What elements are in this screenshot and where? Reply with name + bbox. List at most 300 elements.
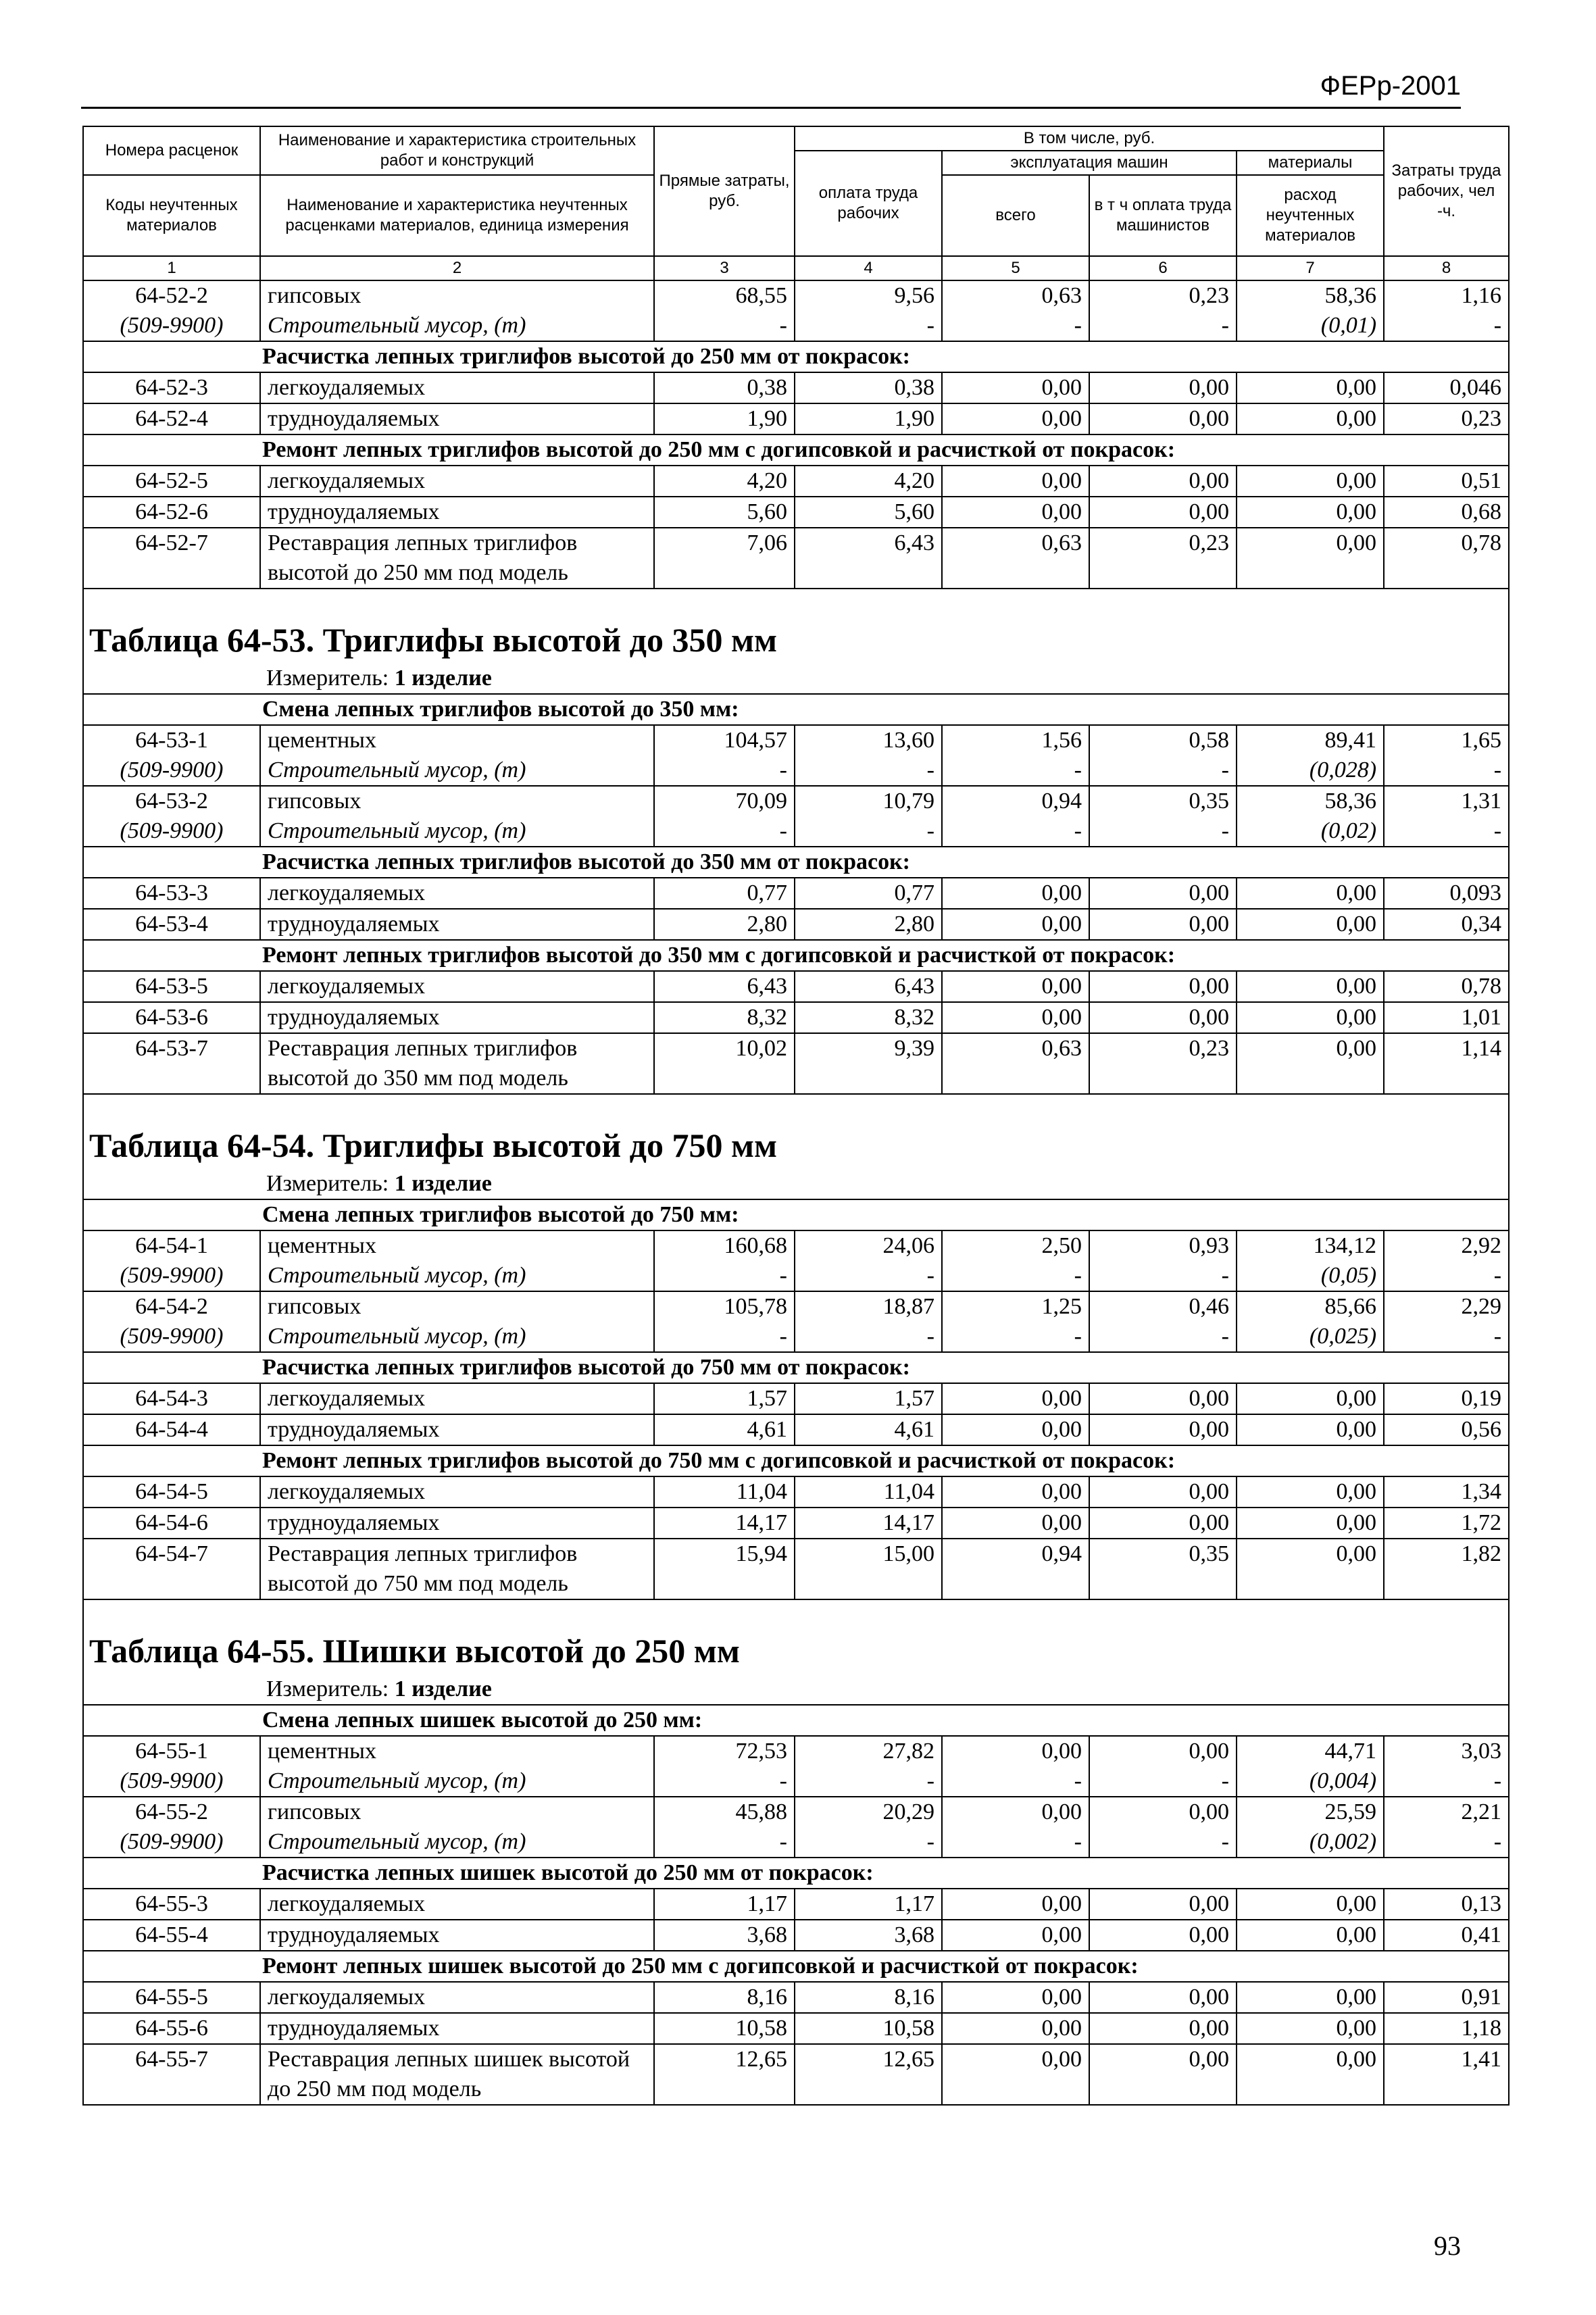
material-consumption-cell: 0,00	[1237, 1033, 1384, 1094]
rate-code: 64-54-1	[83, 1230, 260, 1261]
work-name: трудноудаляемых	[260, 1002, 654, 1033]
direct-costs-cell: 10,02	[654, 1033, 795, 1094]
measurement-label: Измеритель:	[266, 666, 389, 691]
table-title-row	[83, 1627, 1509, 1674]
wages-cell: 0,38	[795, 372, 942, 403]
col-number: 6	[1089, 256, 1237, 280]
measurement-row	[83, 664, 1509, 694]
wages-cell: 5,60	[795, 497, 942, 528]
machines-total-cell: -	[942, 1322, 1089, 1352]
machinist-wages-cell: 0,00	[1089, 466, 1237, 497]
direct-costs-cell: 1,17	[654, 1889, 795, 1920]
machinist-wages-cell: 0,00	[1089, 2013, 1237, 2044]
table-title: Таблица 64-54. Триглифы высотой до 750 мм	[83, 1122, 1509, 1169]
machinist-wages-cell: 0,00	[1089, 1414, 1237, 1445]
col-head-labor-costs: Затраты труда рабочих, чел -ч.	[1384, 126, 1509, 256]
material-row	[83, 816, 1509, 847]
rate-code: 64-54-4	[83, 1414, 260, 1445]
material-consumption-cell: 0,00	[1237, 403, 1384, 434]
machines-total-cell: 0,00	[942, 1797, 1089, 1827]
labor-costs-cell: 1,18	[1384, 2013, 1509, 2044]
work-name: цементных	[260, 1736, 654, 1766]
material-consumption-cell: (0,02)	[1237, 816, 1384, 847]
wages-cell: 6,43	[795, 971, 942, 1002]
rate-code: 64-55-3	[83, 1889, 260, 1920]
material-name: Строительный мусор, (т)	[260, 1766, 654, 1797]
labor-costs-cell: -	[1384, 1261, 1509, 1291]
rate-code: 64-55-6	[83, 2013, 260, 2044]
material-consumption-cell: 0,00	[1237, 2044, 1384, 2105]
wages-cell: 8,16	[795, 1982, 942, 2013]
labor-costs-cell: 1,31	[1384, 786, 1509, 816]
machines-total-cell: 0,00	[942, 1383, 1089, 1414]
material-consumption-cell: 0,00	[1237, 1508, 1384, 1539]
wages-cell: 9,56	[795, 280, 942, 311]
work-name: цементных	[260, 725, 654, 755]
labor-costs-cell: 1,72	[1384, 1508, 1509, 1539]
col-number: 5	[942, 256, 1089, 280]
wages-cell: 8,32	[795, 1002, 942, 1033]
work-name: трудноудаляемых	[260, 497, 654, 528]
machines-total-cell: -	[942, 1261, 1089, 1291]
table-title-row	[83, 616, 1509, 664]
labor-costs-cell: 0,68	[1384, 497, 1509, 528]
direct-costs-cell: 8,32	[654, 1002, 795, 1033]
wages-cell: 13,60	[795, 725, 942, 755]
material-code: (509-9900)	[83, 1261, 260, 1291]
material-name: Строительный мусор, (т)	[260, 1322, 654, 1352]
machines-total-cell: 0,00	[942, 1508, 1089, 1539]
group-heading-row	[83, 1705, 1509, 1736]
material-consumption-cell: 0,00	[1237, 528, 1384, 589]
material-consumption-cell: 0,00	[1237, 372, 1384, 403]
group-heading: Расчистка лепных триглифов высотой до 750 мм от покрасок:	[83, 1352, 1509, 1383]
group-heading-row	[83, 847, 1509, 878]
rate-code: 64-52-3	[83, 372, 260, 403]
labor-costs-cell: -	[1384, 816, 1509, 847]
work-name: легкоудаляемых	[260, 971, 654, 1002]
rate-row	[83, 1539, 1509, 1599]
wages-cell: -	[795, 1827, 942, 1858]
work-name: легкоудаляемых	[260, 1982, 654, 2013]
machinist-wages-cell: 0,46	[1089, 1291, 1237, 1322]
group-heading: Ремонт лепных триглифов высотой до 250 мм с догипсовкой и расчисткой от покрасок:	[83, 434, 1509, 466]
page-number: 93	[1434, 2231, 1461, 2261]
machinist-wages-cell: 0,00	[1089, 403, 1237, 434]
work-name: легкоудаляемых	[260, 1383, 654, 1414]
material-consumption-cell: (0,01)	[1237, 311, 1384, 341]
labor-costs-cell: 0,51	[1384, 466, 1509, 497]
table-title: Таблица 64-53. Триглифы высотой до 350 мм	[83, 616, 1509, 664]
labor-costs-cell: 0,41	[1384, 1920, 1509, 1951]
material-row	[83, 1322, 1509, 1352]
machinist-wages-cell: 0,00	[1089, 497, 1237, 528]
work-name: трудноудаляемых	[260, 2013, 654, 2044]
material-consumption-cell: 0,00	[1237, 466, 1384, 497]
material-consumption-cell: (0,028)	[1237, 755, 1384, 786]
labor-costs-cell: 3,03	[1384, 1736, 1509, 1766]
measurement-value: 1 изделие	[394, 1171, 492, 1196]
group-heading-row	[83, 1951, 1509, 1982]
machines-total-cell: 0,00	[942, 1476, 1089, 1508]
rate-code: 64-55-1	[83, 1736, 260, 1766]
machines-total-cell: 0,00	[942, 466, 1089, 497]
document-code: ФЕРр-2001	[1320, 71, 1461, 101]
col-head-including: В том числе, руб.	[795, 126, 1384, 151]
work-name: цементных	[260, 1230, 654, 1261]
machinist-wages-cell: 0,58	[1089, 725, 1237, 755]
labor-costs-cell: 1,34	[1384, 1476, 1509, 1508]
rate-row	[83, 1889, 1509, 1920]
machinist-wages-cell: -	[1089, 1322, 1237, 1352]
rate-code: 64-54-5	[83, 1476, 260, 1508]
material-consumption-cell: 89,41	[1237, 725, 1384, 755]
material-name: Строительный мусор, (т)	[260, 311, 654, 341]
material-consumption-cell: 0,00	[1237, 1539, 1384, 1599]
wages-cell: 1,57	[795, 1383, 942, 1414]
direct-costs-cell: 105,78	[654, 1291, 795, 1322]
machinist-wages-cell: 0,00	[1089, 2044, 1237, 2105]
material-consumption-cell: 0,00	[1237, 878, 1384, 909]
direct-costs-cell: 0,38	[654, 372, 795, 403]
work-name: трудноудаляемых	[260, 1508, 654, 1539]
machinist-wages-cell: 0,23	[1089, 280, 1237, 311]
direct-costs-cell: -	[654, 1261, 795, 1291]
group-heading: Смена лепных триглифов высотой до 350 мм:	[83, 694, 1509, 725]
work-name: Реставрация лепных триглифов высотой до 250 мм под модель	[260, 528, 654, 589]
work-name: гипсовых	[260, 786, 654, 816]
work-name: гипсовых	[260, 1291, 654, 1322]
col-head-wages: оплата труда рабочих	[795, 151, 942, 256]
labor-costs-cell: 0,78	[1384, 528, 1509, 589]
machinist-wages-cell: 0,00	[1089, 1920, 1237, 1951]
direct-costs-cell: 0,77	[654, 878, 795, 909]
machines-total-cell: 0,63	[942, 280, 1089, 311]
material-consumption-cell: (0,05)	[1237, 1261, 1384, 1291]
rate-code: 64-53-2	[83, 786, 260, 816]
material-consumption-cell: 0,00	[1237, 1982, 1384, 2013]
rate-row	[83, 403, 1509, 434]
material-consumption-cell: 0,00	[1237, 909, 1384, 940]
labor-costs-cell: 1,65	[1384, 725, 1509, 755]
measurement-unit	[83, 1674, 1509, 1705]
machines-total-cell: 0,00	[942, 909, 1089, 940]
rate-row	[83, 466, 1509, 497]
material-code: (509-9900)	[83, 1827, 260, 1858]
direct-costs-cell: 1,90	[654, 403, 795, 434]
group-heading: Смена лепных шишек высотой до 250 мм:	[83, 1705, 1509, 1736]
machinist-wages-cell: -	[1089, 1827, 1237, 1858]
labor-costs-cell: -	[1384, 1827, 1509, 1858]
rate-row	[83, 1033, 1509, 1094]
direct-costs-cell: -	[654, 311, 795, 341]
rates-table	[82, 126, 1510, 2106]
col-number: 7	[1237, 256, 1384, 280]
material-consumption-cell: (0,004)	[1237, 1766, 1384, 1797]
machines-total-cell: 0,00	[942, 497, 1089, 528]
group-heading: Расчистка лепных триглифов высотой до 350 мм от покрасок:	[83, 847, 1509, 878]
material-consumption-cell: 0,00	[1237, 1920, 1384, 1951]
wages-cell: 0,77	[795, 878, 942, 909]
wages-cell: 4,61	[795, 1414, 942, 1445]
machines-total-cell: 0,00	[942, 2013, 1089, 2044]
work-name: трудноудаляемых	[260, 403, 654, 434]
rate-row	[83, 2044, 1509, 2105]
material-consumption-cell: (0,025)	[1237, 1322, 1384, 1352]
group-heading: Ремонт лепных триглифов высотой до 350 мм с догипсовкой и расчисткой от покрасок:	[83, 940, 1509, 971]
group-heading-row	[83, 694, 1509, 725]
col-head-work-name: Наименование и характеристика строительных работ и конструкций	[260, 126, 654, 175]
direct-costs-cell: -	[654, 1827, 795, 1858]
labor-costs-cell: 0,78	[1384, 971, 1509, 1002]
col-head-material-consumption: расход неучтенных материалов	[1237, 175, 1384, 256]
material-name: Строительный мусор, (т)	[260, 816, 654, 847]
wages-cell: 1,90	[795, 403, 942, 434]
machinist-wages-cell: -	[1089, 1766, 1237, 1797]
wages-cell: 12,65	[795, 2044, 942, 2105]
group-heading: Ремонт лепных шишек высотой до 250 мм с догипсовкой и расчисткой от покрасок:	[83, 1951, 1509, 1982]
machinist-wages-cell: 0,00	[1089, 1889, 1237, 1920]
rate-code: 64-54-7	[83, 1539, 260, 1599]
wages-cell: 20,29	[795, 1797, 942, 1827]
col-head-machinist-wages: в т ч оплата труда машинистов	[1089, 175, 1237, 256]
table-body	[83, 280, 1509, 2105]
machines-total-cell: 2,50	[942, 1230, 1089, 1261]
rate-row	[83, 1797, 1509, 1827]
machines-total-cell: 0,00	[942, 1002, 1089, 1033]
machinist-wages-cell: 0,00	[1089, 1002, 1237, 1033]
labor-costs-cell: 0,093	[1384, 878, 1509, 909]
direct-costs-cell: 3,68	[654, 1920, 795, 1951]
machinist-wages-cell: 0,35	[1089, 1539, 1237, 1599]
direct-costs-cell: 45,88	[654, 1797, 795, 1827]
measurement-label: Измеритель:	[266, 1676, 389, 1701]
material-consumption-cell: 134,12	[1237, 1230, 1384, 1261]
direct-costs-cell: 6,43	[654, 971, 795, 1002]
labor-costs-cell: 0,34	[1384, 909, 1509, 940]
work-name: трудноудаляемых	[260, 909, 654, 940]
wages-cell: -	[795, 816, 942, 847]
work-name: легкоудаляемых	[260, 1476, 654, 1508]
rate-code: 64-52-6	[83, 497, 260, 528]
rate-row	[83, 1002, 1509, 1033]
direct-costs-cell: -	[654, 816, 795, 847]
material-code: (509-9900)	[83, 311, 260, 341]
labor-costs-cell: -	[1384, 1766, 1509, 1797]
machines-total-cell: 0,94	[942, 1539, 1089, 1599]
header-rule	[81, 107, 1461, 109]
rate-row	[83, 1383, 1509, 1414]
measurement-unit	[83, 664, 1509, 694]
work-name: Реставрация лепных шишек высотой до 250 мм под модель	[260, 2044, 654, 2105]
labor-costs-cell: 1,01	[1384, 1002, 1509, 1033]
material-consumption-cell: 0,00	[1237, 1476, 1384, 1508]
measurement-row	[83, 1169, 1509, 1199]
table-spacer	[83, 589, 1509, 616]
direct-costs-cell: 7,06	[654, 528, 795, 589]
rate-code: 64-54-6	[83, 1508, 260, 1539]
rate-row	[83, 1291, 1509, 1322]
material-row	[83, 311, 1509, 341]
direct-costs-cell: 72,53	[654, 1736, 795, 1766]
material-row	[83, 1261, 1509, 1291]
direct-costs-cell: 160,68	[654, 1230, 795, 1261]
machines-total-cell: 0,00	[942, 2044, 1089, 2105]
machinist-wages-cell: -	[1089, 1261, 1237, 1291]
machinist-wages-cell: -	[1089, 311, 1237, 341]
col-head-material-name: Наименование и характеристика неучтенных расценками материалов, единица измерения	[260, 175, 654, 256]
wages-cell: -	[795, 1766, 942, 1797]
direct-costs-cell: 10,58	[654, 2013, 795, 2044]
wages-cell: 11,04	[795, 1476, 942, 1508]
rate-code: 64-53-3	[83, 878, 260, 909]
rate-code: 64-53-5	[83, 971, 260, 1002]
material-consumption-cell: 0,00	[1237, 1002, 1384, 1033]
material-code: (509-9900)	[83, 1766, 260, 1797]
labor-costs-cell: 1,41	[1384, 2044, 1509, 2105]
rate-code: 64-52-5	[83, 466, 260, 497]
labor-costs-cell: 0,19	[1384, 1383, 1509, 1414]
machines-total-cell: -	[942, 1827, 1089, 1858]
spacer-cell	[83, 1599, 1509, 1627]
group-heading: Смена лепных триглифов высотой до 750 мм:	[83, 1199, 1509, 1230]
direct-costs-cell: 12,65	[654, 2044, 795, 2105]
rate-row	[83, 1230, 1509, 1261]
machines-total-cell: 0,00	[942, 1736, 1089, 1766]
measurement-value: 1 изделие	[394, 666, 492, 691]
wages-cell: 1,17	[795, 1889, 942, 1920]
work-name: трудноудаляемых	[260, 1414, 654, 1445]
work-name: легкоудаляемых	[260, 1889, 654, 1920]
material-name: Строительный мусор, (т)	[260, 1827, 654, 1858]
machines-total-cell: 0,00	[942, 1982, 1089, 2013]
rate-code: 64-52-7	[83, 528, 260, 589]
material-consumption-cell: 58,36	[1237, 786, 1384, 816]
measurement-row	[83, 1674, 1509, 1705]
group-heading-row	[83, 434, 1509, 466]
machines-total-cell: 0,00	[942, 1889, 1089, 1920]
col-number: 4	[795, 256, 942, 280]
wages-cell: 14,17	[795, 1508, 942, 1539]
machines-total-cell: 1,56	[942, 725, 1089, 755]
col-number: 1	[83, 256, 260, 280]
labor-costs-cell: 0,13	[1384, 1889, 1509, 1920]
labor-costs-cell: 0,23	[1384, 403, 1509, 434]
group-heading-row	[83, 1199, 1509, 1230]
rate-row	[83, 1414, 1509, 1445]
machinist-wages-cell: 0,00	[1089, 909, 1237, 940]
group-heading-row	[83, 1858, 1509, 1889]
material-row	[83, 755, 1509, 786]
labor-costs-cell: 2,29	[1384, 1291, 1509, 1322]
machinist-wages-cell: 0,00	[1089, 1736, 1237, 1766]
wages-cell: 9,39	[795, 1033, 942, 1094]
machinist-wages-cell: 0,00	[1089, 1476, 1237, 1508]
group-heading: Ремонт лепных триглифов высотой до 750 мм с догипсовкой и расчисткой от покрасок:	[83, 1445, 1509, 1476]
material-consumption-cell: 0,00	[1237, 1414, 1384, 1445]
material-row	[83, 1827, 1509, 1858]
machinist-wages-cell: 0,93	[1089, 1230, 1237, 1261]
col-head-material-codes: Коды неучтенных материалов	[83, 175, 260, 256]
labor-costs-cell: 0,046	[1384, 372, 1509, 403]
col-number: 3	[654, 256, 795, 280]
rate-code: 64-54-3	[83, 1383, 260, 1414]
material-name: Строительный мусор, (т)	[260, 1261, 654, 1291]
wages-cell: 15,00	[795, 1539, 942, 1599]
rate-code: 64-53-7	[83, 1033, 260, 1094]
work-name: гипсовых	[260, 1797, 654, 1827]
direct-costs-cell: -	[654, 1322, 795, 1352]
rate-row	[83, 1982, 1509, 2013]
material-consumption-cell: 44,71	[1237, 1736, 1384, 1766]
machinist-wages-cell: -	[1089, 755, 1237, 786]
spacer-cell	[83, 1094, 1509, 1122]
material-consumption-cell: 85,66	[1237, 1291, 1384, 1322]
rate-code: 64-53-1	[83, 725, 260, 755]
machines-total-cell: -	[942, 816, 1089, 847]
machines-total-cell: 0,00	[942, 1414, 1089, 1445]
direct-costs-cell: 104,57	[654, 725, 795, 755]
work-name: легкоудаляемых	[260, 466, 654, 497]
wages-cell: 24,06	[795, 1230, 942, 1261]
group-heading: Расчистка лепных триглифов высотой до 250 мм от покрасок:	[83, 341, 1509, 372]
group-heading: Расчистка лепных шишек высотой до 250 мм от покрасок:	[83, 1858, 1509, 1889]
machinist-wages-cell: 0,35	[1089, 786, 1237, 816]
work-name: легкоудаляемых	[260, 878, 654, 909]
rate-code: 64-53-6	[83, 1002, 260, 1033]
wages-cell: -	[795, 1322, 942, 1352]
table-title: Таблица 64-55. Шишки высотой до 250 мм	[83, 1627, 1509, 1674]
material-code: (509-9900)	[83, 1322, 260, 1352]
rate-row	[83, 1476, 1509, 1508]
group-heading-row	[83, 1352, 1509, 1383]
material-consumption-cell: 0,00	[1237, 1889, 1384, 1920]
machines-total-cell: 0,00	[942, 1920, 1089, 1951]
rate-code: 64-55-7	[83, 2044, 260, 2105]
table-spacer	[83, 1094, 1509, 1122]
direct-costs-cell: 2,80	[654, 909, 795, 940]
material-row	[83, 1766, 1509, 1797]
direct-costs-cell: 1,57	[654, 1383, 795, 1414]
direct-costs-cell: 70,09	[654, 786, 795, 816]
material-consumption-cell: 25,59	[1237, 1797, 1384, 1827]
machines-total-cell: -	[942, 311, 1089, 341]
rate-row	[83, 1736, 1509, 1766]
col-number: 8	[1384, 256, 1509, 280]
machinist-wages-cell: 0,00	[1089, 1508, 1237, 1539]
rate-row	[83, 786, 1509, 816]
direct-costs-cell: 11,04	[654, 1476, 795, 1508]
wages-cell: 2,80	[795, 909, 942, 940]
work-name: легкоудаляемых	[260, 372, 654, 403]
col-head-machines-total: всего	[942, 175, 1089, 256]
machinist-wages-cell: 0,00	[1089, 1797, 1237, 1827]
work-name: Реставрация лепных триглифов высотой до 350 мм под модель	[260, 1033, 654, 1094]
machines-total-cell: 0,00	[942, 372, 1089, 403]
rate-code: 64-52-4	[83, 403, 260, 434]
rate-row	[83, 372, 1509, 403]
wages-cell: -	[795, 1261, 942, 1291]
wages-cell: 4,20	[795, 466, 942, 497]
measurement-label: Измеритель:	[266, 1171, 389, 1196]
machinist-wages-cell: 0,23	[1089, 1033, 1237, 1094]
material-name: Строительный мусор, (т)	[260, 755, 654, 786]
labor-costs-cell: 1,16	[1384, 280, 1509, 311]
machinist-wages-cell: 0,00	[1089, 1383, 1237, 1414]
col-head-rate-numbers: Номера расценок	[83, 126, 260, 175]
wages-cell: -	[795, 755, 942, 786]
labor-costs-cell: 1,82	[1384, 1539, 1509, 1599]
